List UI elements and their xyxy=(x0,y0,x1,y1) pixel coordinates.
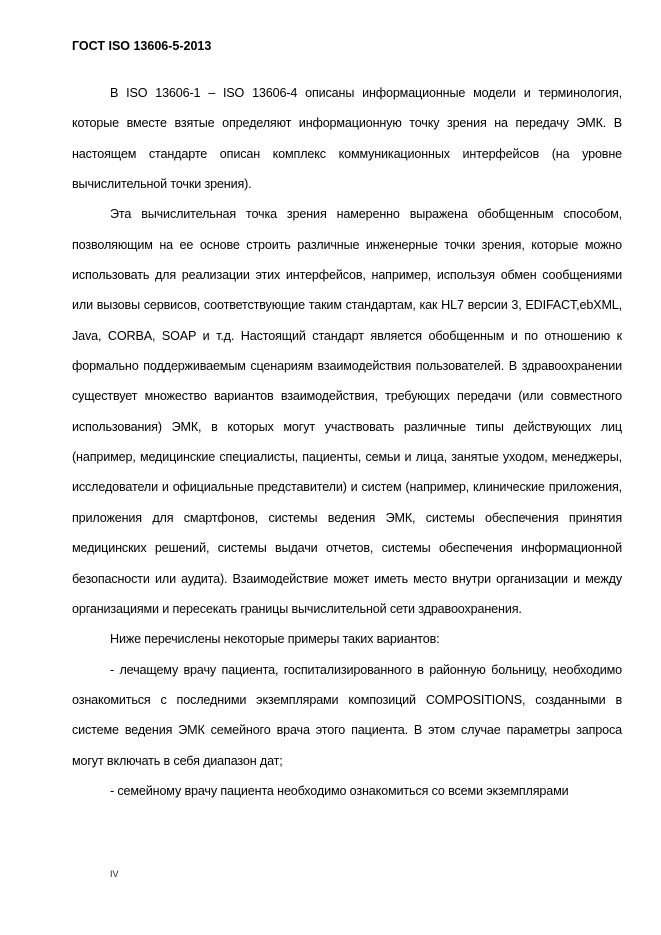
paragraph-computational-viewpoint: Эта вычислительная точка зрения намеренно выражена обобщенным способом, позволяющим на ее основе строить различные инженерные точки зрения, которые можно использовать для реализации этих интерфейсов, например, используя обмен сообщениями или вызовы сервисов, соответствующие таким стандартам, как HL7 версии 3, EDIFACT,ebXML, Java, CORBA, SOAP и т.д. Настоящий стандарт является обобщенным и по отношению к формально поддерживаемым сценариям взаимодействия пользователей. В здравоохранении существует множество вариантов взаимодействия, требующих передачи (или совместного использования) ЭМК, в которых могут участвовать различные типы действующих лиц (например, медицинские специалисты, пациенты, семьи и лица, занятые уходом, менеджеры, исследователи и официальные представители) и систем (например, клинические приложения, приложения для смартфонов, системы ведения ЭМК, системы обеспечения принятия медицинских решений, системы выдачи отчетов, системы обеспечения информационной безопасности или аудита). Взаимодействие может иметь место внутри организации и между организациями и пересекать границы вычислительной сети здравоохранения. xyxy=(72,207,622,616)
page-number: IV xyxy=(110,869,119,879)
paragraph-intro: В ISO 13606-1 – ISO 13606-4 описаны информационные модели и терминология, которые вместе взятые определяют информационную точку зрения на передачу ЭМК. В настоящем стандарте описан комплекс коммуникационных интерфейсов (на уровне вычислительной точки зрения). xyxy=(72,86,622,192)
list-item: - семейному врачу пациента необходимо ознакомиться со всеми экземплярами xyxy=(110,783,569,798)
paragraph-examples-lead: Ниже перечислены некоторые примеры таких вариантов: xyxy=(110,632,440,647)
list-item: - лечащему врачу пациента, госпитализированного в районную больницу, необходимо ознакомиться с последними экземплярами композиций COMPOSITIONS, созданными в системе ведения ЭМК семейного врача этого пациента. В этом случае параметры запроса могут включать в себя диапазон дат; xyxy=(72,662,622,768)
document-body xyxy=(72,78,622,806)
document-header: ГОСТ ISO 13606-5-2013 xyxy=(72,39,212,53)
